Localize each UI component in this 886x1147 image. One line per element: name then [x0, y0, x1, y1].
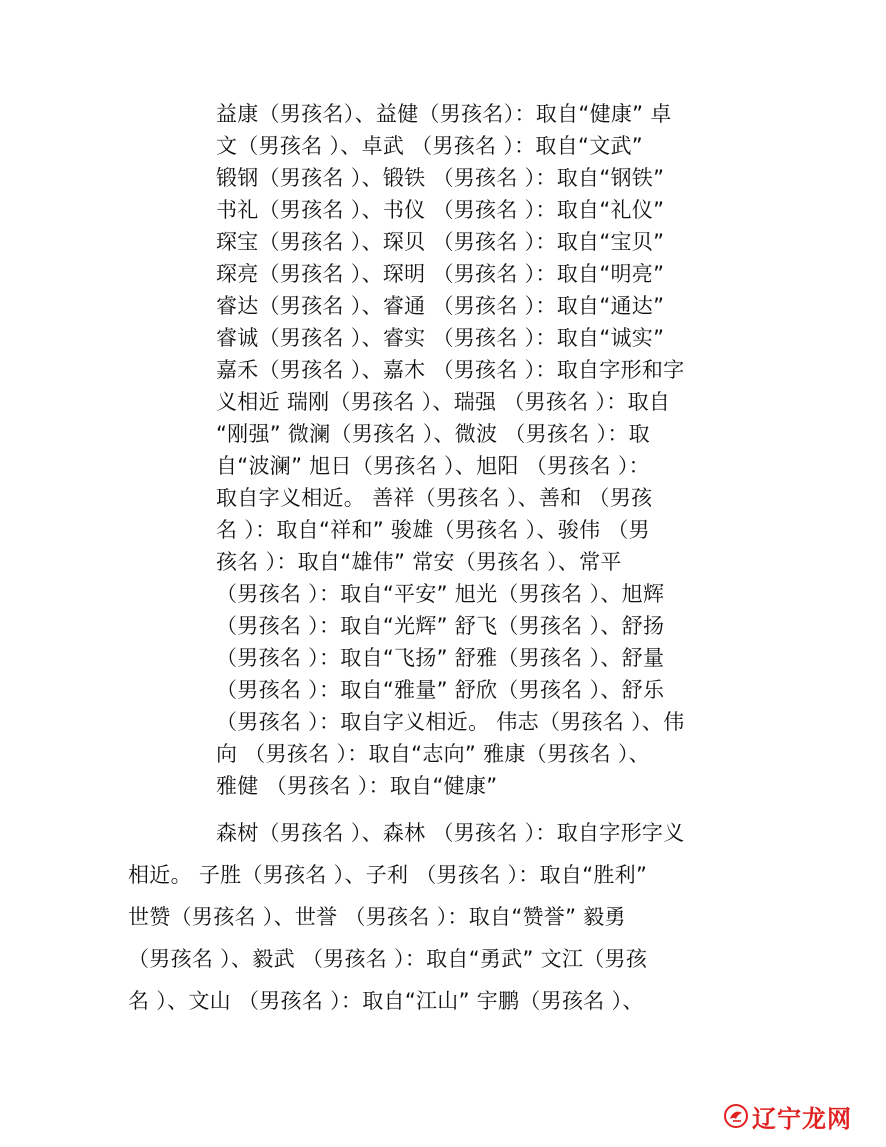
text-line: 益康（男孩名）、益健（男孩名）：取自“健康” 卓 — [216, 102, 672, 126]
text-line: 向 （男孩名 ）：取自“志向” 雅康（男孩名 ）、 — [216, 742, 650, 766]
text-line: （男孩名 ）：取自字义相近。 伟志（男孩名 ）、伟 — [216, 710, 685, 734]
dragon-logo-icon — [723, 1103, 749, 1129]
text-line: 名 ）：取自“祥和” 骏雄（男孩名 ）、骏伟 （男 — [216, 518, 650, 542]
text-line: 森树（男孩名 ）、森林 （男孩名 ）：取自字形字义 — [216, 821, 685, 845]
text-line: 取自字义相近。 善祥（男孩名 ）、善和 （男孩 — [216, 486, 653, 510]
document-paragraph-1 — [216, 98, 726, 802]
text-line: 雅健 （男孩名 ）：取自“健康” — [216, 774, 498, 798]
watermark-text: 辽宁龙网 — [752, 1104, 852, 1133]
text-line: 嘉禾（男孩名 ）、嘉木 （男孩名 ）：取自字形和字 — [216, 358, 685, 382]
text-line: 文（男孩名 ）、卓武 （男孩名 ）：取自“文武” — [216, 134, 643, 158]
text-line: “刚强” 微澜（男孩名 ）、微波 （男孩名 ）：取 — [216, 422, 650, 446]
text-line: 琛亮（男孩名 ）、琛明 （男孩名 ）：取自“明亮” — [216, 262, 665, 286]
text-line: 书礼（男孩名 ）、书仪 （男孩名 ）：取自“礼仪” — [216, 198, 665, 222]
document-paragraph-2 — [128, 812, 728, 1022]
text-line: 睿诚（男孩名 ）、睿实 （男孩名 ）：取自“诚实” — [216, 326, 665, 350]
text-line: （男孩名 ）：取自“飞扬” 舒雅（男孩名 ）、舒量 — [216, 646, 665, 670]
text-line: （男孩名 ）：取自“平安” 旭光（男孩名 ）、旭辉 — [216, 582, 665, 606]
site-watermark — [723, 1099, 852, 1133]
text-line: 相近。 子胜（男孩名 ）、子利 （男孩名 ）：取自“胜利” — [128, 863, 648, 887]
text-line: 琛宝（男孩名 ）、琛贝 （男孩名 ）：取自“宝贝” — [216, 230, 665, 254]
text-line: 世赞（男孩名 ）、世誉 （男孩名 ）：取自“赞誉” 毅勇 — [128, 905, 626, 929]
text-line: （男孩名 ）、毅武 （男孩名 ）：取自“勇武” 文江（男孩 — [128, 947, 648, 971]
text-line: （男孩名 ）：取自“光辉” 舒飞（男孩名 ）、舒扬 — [216, 614, 665, 638]
text-line: 孩名 ）：取自“雄伟” 常安（男孩名 ）、常平 — [216, 550, 622, 574]
text-line: 自“波澜” 旭日（男孩名 ）、旭阳 （男孩名 ）： — [216, 454, 650, 478]
text-line: （男孩名 ）：取自“雅量” 舒欣（男孩名 ）、舒乐 — [216, 678, 665, 702]
text-line: 名 ）、文山 （男孩名 ）：取自“江山” 宇鹏（男孩名 ）、 — [128, 989, 644, 1013]
text-line: 睿达（男孩名 ）、睿通 （男孩名 ）：取自“通达” — [216, 294, 665, 318]
text-line: 义相近 瑞刚（男孩名 ）、瑞强 （男孩名 ）：取自 — [216, 390, 671, 414]
text-line: 锻钢（男孩名 ）、锻铁 （男孩名 ）：取自“钢铁” — [216, 166, 665, 190]
